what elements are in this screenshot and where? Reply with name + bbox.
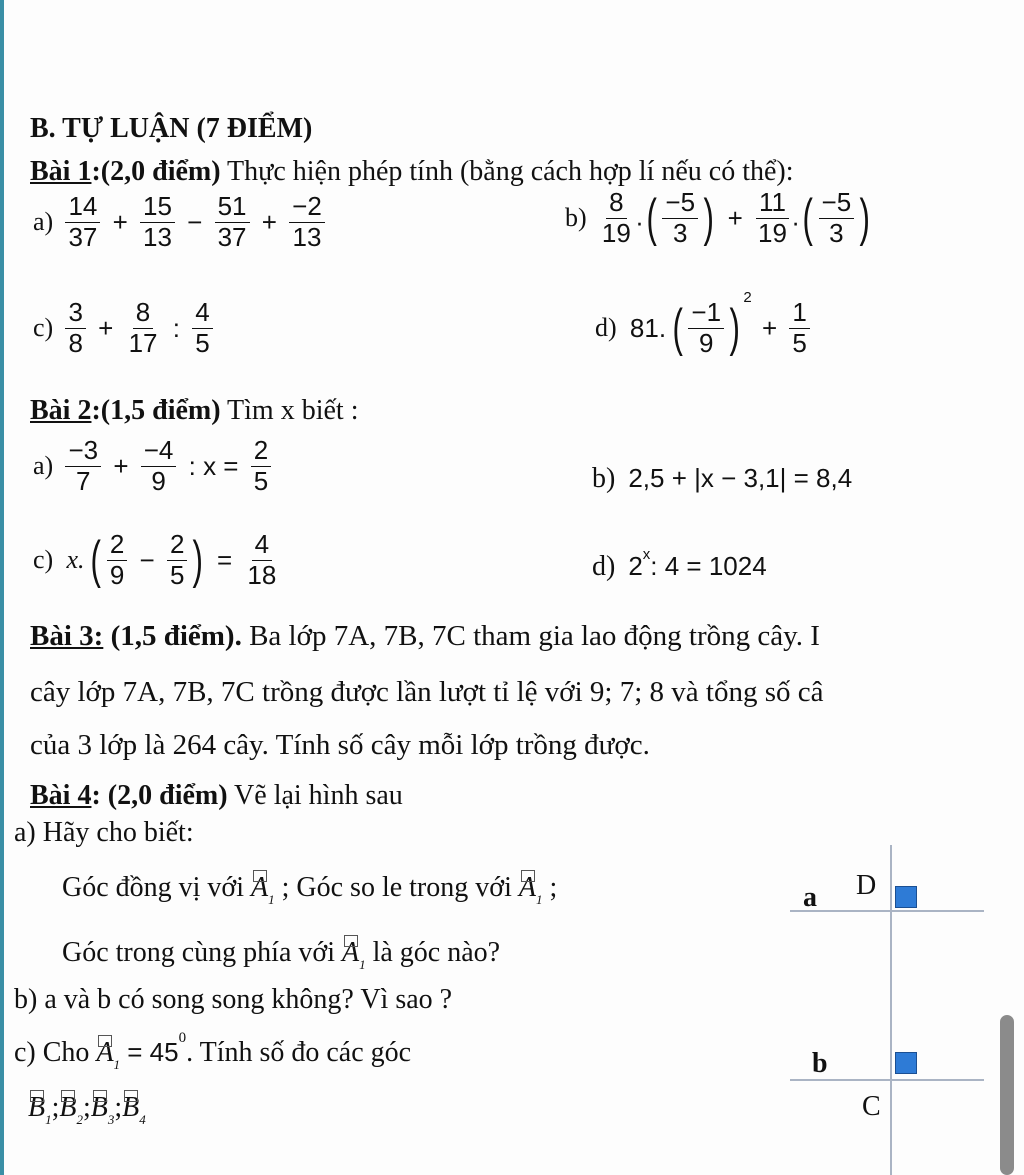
line-b [790,1079,984,1081]
bai4-b-line: b) a và b có song song không? Vì sao ? [14,984,453,1015]
scrollbar-thumb[interactable] [1000,1015,1014,1175]
angle-A1-icon: A1 [518,872,543,907]
page-edge [0,0,4,1175]
bai4-a-line2: Góc trong cùng phía với A1 là góc nào? [62,937,501,972]
label-b: b [812,1048,828,1079]
bai4-heading [30,782,403,810]
bai3-line3: của 3 lớp là 264 cây. Tính số cây mỗi lớp trồng được. [30,729,650,761]
angle-A1-icon: A1 [96,1037,121,1072]
bai1-a: a) $\frac{14}{37}$ + $\frac{15}{13}$ − $\frac{51}{37}$ + $\frac{-2}{13}$ [30,192,327,253]
bai3-score: (1,5 điểm). [103,620,242,652]
angle-B1-icon: B1 [28,1092,52,1127]
bai1-b: b) $\frac{8}{19}$ .( $\frac{-5}{3}$ ) + $\frac{11}{19}$ .( $\frac{-5}{3}$ ) [565,187,871,248]
bai1-label: Bài 1 [30,156,92,187]
angle-B4-icon: B4 [122,1092,146,1127]
bai2-score: :(1,5 điểm) [91,395,221,426]
bai2-heading [30,397,358,425]
label-C: C [862,1091,881,1122]
bai2-d: d) 2$^x$: 4 = 1024 [592,546,767,582]
bai4-task: Vẽ lại hình sau [227,780,403,811]
bai3-label: Bài 3: [30,620,104,652]
right-angle-marker-top [895,886,917,908]
section-title: B. TỰ LUẬN (7 ĐIỂM) [30,113,313,144]
bai3-line2: cây lớp 7A, 7B, 7C trồng được lần lượt tỉ lệ với 9; 7; 8 và tổng số câ [30,676,824,708]
label-a: a [803,882,817,913]
bai4-a-heading: a) Hãy cho biết: [14,817,194,848]
line-a [790,910,984,912]
angle-B2-icon: B2 [59,1092,83,1127]
bai1-score: :(2,0 điểm) [91,156,221,187]
label-D: D [856,870,877,901]
bai3-line1: Bài 3: (1,5 điểm). Ba lớp 7A, 7B, 7C tham gia lao động trồng cây. I [30,620,820,652]
transversal-line [890,845,892,1175]
bai2-c: c) x. ( $\frac{2}{9}$ − $\frac{2}{5}$ ) = $\frac{4}{18}$ [33,529,277,590]
right-angle-marker-bottom [895,1052,917,1074]
bai1-d: d) 81. ( $\frac{-1}{9}$ )$^2$ + $\frac{1}{5}$ [592,298,812,359]
bai4-c-line: c) Cho $A1 = 45^0$. Tính số đo các góc [14,1030,412,1072]
bai4-a-line1: Góc đồng vị với A1 ; Góc so le trong với A1 ; [62,872,558,907]
bai4-score: : (2,0 điểm) [91,780,228,811]
angle-B3-icon: B3 [90,1092,115,1127]
bai1-c: c) $\frac{3}{8}$ + $\frac{8}{17}$ : $\frac{4}{5}$ [30,298,215,359]
bai1-task: Thực hiện phép tính (bằng cách hợp lí nếu có thể): [220,156,794,187]
bai1-heading [30,158,794,186]
angle-A1-icon: A1 [251,872,275,907]
bai2-label: Bài 2 [30,395,92,426]
bai4-label: Bài 4 [30,780,92,811]
bai2-task: Tìm x biết : [220,395,359,426]
bai4-angles-B: B1; B2; B3; B4 [28,1092,146,1127]
bai2-b: b) 2,5 + |x − 3,1| = 8,4 [592,463,853,494]
bai2-a: a) $\frac{-3}{7}$ + $\frac{-4}{9}$ : x = $\frac{2}{5}$ [30,436,273,497]
angle-A1-icon: A1 [341,937,366,972]
